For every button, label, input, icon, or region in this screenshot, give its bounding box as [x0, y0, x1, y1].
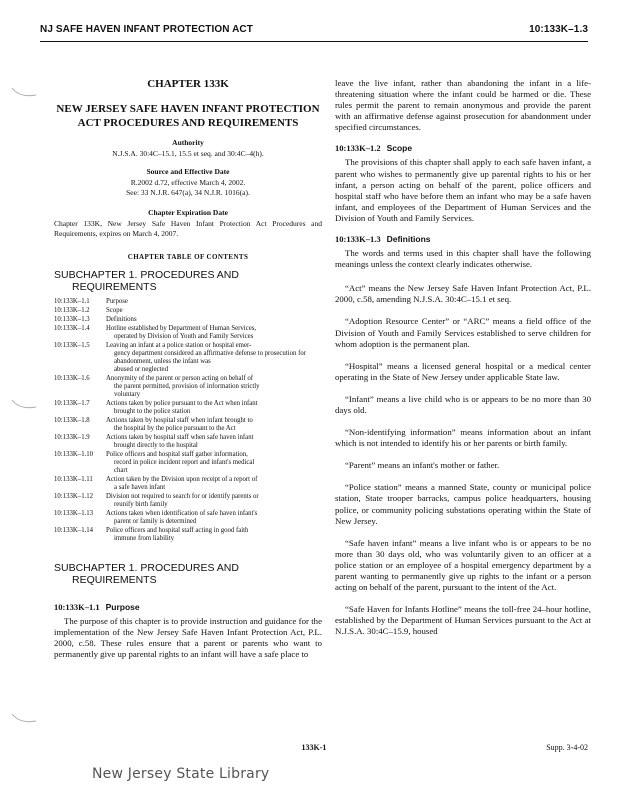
- expiration-heading: Chapter Expiration Date: [148, 208, 228, 217]
- definition-paragraph: “Non-identifying information” means information about an infant which is not intended to identify his or her parents or birth family.: [335, 427, 591, 449]
- toc-number: 10:133K–1.4: [54, 325, 90, 332]
- source-line: R.2002 d.72, effective March 4, 2002.: [130, 178, 246, 187]
- authority-heading: Authority: [172, 138, 204, 147]
- toc-title-cont: chart: [114, 467, 128, 474]
- toc-number: 10:133K–1.2: [54, 307, 90, 314]
- toc-row[interactable]: [54, 527, 322, 544]
- toc-heading: CHAPTER TABLE OF CONTENTS: [127, 253, 249, 261]
- toc-title-cont: reunify birth family: [114, 501, 168, 508]
- toc-subchapter-line: REQUIREMENTS: [72, 281, 157, 293]
- section-title: Purpose: [105, 602, 140, 612]
- section-heading-definitions: [335, 234, 591, 244]
- toc-number: 10:133K–1.14: [54, 527, 94, 534]
- toc-title-cont: operated by Division of Youth and Family Services: [114, 333, 254, 340]
- library-stamp: New Jersey State Library: [92, 766, 270, 782]
- toc-row[interactable]: [54, 307, 322, 316]
- toc-row[interactable]: [54, 316, 322, 325]
- section-heading-scope: [335, 143, 591, 153]
- toc-title-cont: brought directly to the hospital: [114, 442, 198, 449]
- toc-title-cont: record in police incident report and infant's medical: [114, 459, 255, 466]
- toc-number: 10:133K–1.13: [54, 510, 94, 517]
- toc-title: Police officers and hospital staff gather information,: [106, 451, 248, 458]
- toc-title-cont: immune from liability: [114, 535, 175, 542]
- toc-title: Purpose: [106, 298, 128, 305]
- toc-number: 10:133K–1.5: [54, 342, 90, 349]
- toc-number: 10:133K–1.9: [54, 434, 90, 441]
- toc-title: Leaving an infant at a police station or hospital emer-: [106, 342, 252, 349]
- scan-artifact-icon: [10, 398, 40, 412]
- toc-row[interactable]: [54, 510, 322, 527]
- purpose-text: The purpose of this chapter is to provide instruction and guidance for the implementation of the New Jersey Safe Haven Infant Protection Act, P.L. 2000, c.58. These rules ensure that a parent or parents who want to permanently give up parental rights to an infant will have a safe place to: [54, 616, 322, 660]
- header-rule: [40, 41, 588, 42]
- toc-row[interactable]: [54, 375, 322, 400]
- header-section-number: 10:133K–1.3: [529, 24, 588, 35]
- toc-title-cont: voluntary: [114, 391, 141, 398]
- toc-number: 10:133K–1.11: [54, 476, 93, 483]
- toc-number: 10:133K–1.7: [54, 400, 90, 407]
- definition-paragraph: “Hospital” means a licensed general hospital or a medical center operating in the State of New Jersey under applicable State law.: [335, 360, 591, 382]
- toc-title-cont: the hospital by the police pursuant to the Act: [114, 425, 236, 432]
- definition-paragraph: “Parent” means an infant's mother or father.: [345, 460, 500, 471]
- page-number: 133K-1: [301, 743, 327, 752]
- supplement-date: Supp. 3-4-02: [546, 743, 588, 752]
- toc-title: Police officers and hospital staff acting in good faith: [106, 527, 249, 534]
- toc-subchapter-line: SUBCHAPTER 1. PROCEDURES AND: [54, 269, 239, 281]
- section-number: 10:133K–1.3: [335, 234, 381, 245]
- toc-row[interactable]: [54, 298, 322, 307]
- toc-row[interactable]: [54, 493, 322, 510]
- definition-paragraph: “Safe Haven for Infants Hotline” means the toll-free 24–hour hotline, established by the Department of Human Services pursuant to the Act at N.J.S.A. 30:4C–15.9, housed: [335, 604, 591, 637]
- definition-paragraph: “Infant” means a live child who is or appears to be no more than 30 days old.: [335, 393, 591, 415]
- scan-artifact-icon: [10, 86, 40, 100]
- right-column: [335, 78, 591, 648]
- toc-title-cont: abused or neglected: [114, 366, 168, 373]
- toc-number: 10:133K–1.1: [54, 298, 90, 305]
- toc-title-cont: the parent permitted, provision of information strictly: [114, 383, 260, 390]
- toc-title-cont: parent or family is determined: [114, 518, 197, 525]
- toc-title: Action taken by the Division upon receipt of a report of: [106, 476, 258, 483]
- definition-paragraph: “Safe haven infant” means a live infant who is or appears to be no more than 30 days old, who was voluntarily given to an officer at a police station or an employee of a hospital emergency department by a parent wanting to permanently give up rights to the infant or a person acting on behalf of the parent, pursuant to the intent of the Act.: [335, 537, 591, 593]
- scan-artifact-icon: [10, 712, 40, 726]
- source-line: See: 33 N.J.R. 647(a), 34 N.J.R. 1016(a).: [126, 188, 250, 197]
- definition-paragraph: “Police station” means a manned State, county or municipal police station, State trooper barracks, campus police headquarters, housing police, or community policing substations operating within the State of New Jersey.: [335, 482, 591, 526]
- left-column: [54, 78, 322, 660]
- toc-row[interactable]: [54, 476, 322, 493]
- header-title: NJ SAFE HAVEN INFANT PROTECTION ACT: [40, 24, 253, 35]
- toc-number: 10:133K–1.12: [54, 493, 94, 500]
- subchapter-heading: [54, 562, 322, 586]
- toc-title-cont: a safe haven infant: [114, 484, 166, 491]
- source-heading: Source and Effective Date: [146, 167, 230, 176]
- source-text: [54, 178, 322, 198]
- toc-title: Anonymity of the parent or person acting on behalf of: [106, 375, 254, 382]
- chapter-title-line: NEW JERSEY SAFE HAVEN INFANT PROTECTION: [56, 103, 320, 115]
- toc-title: Actions taken when identification of safe haven infant's: [106, 510, 258, 517]
- toc-title: Actions taken by hospital staff when infant brought to: [106, 417, 253, 424]
- toc-title: Division not required to search for or identify parents or: [106, 493, 259, 500]
- section-title: Definitions: [386, 234, 431, 245]
- authority-text: N.J.S.A. 30:4C–15.1, 15.5 et seq. and 30:4C–4(h).: [112, 149, 264, 158]
- toc-title: Hotline established by Department of Human Services,: [106, 325, 257, 332]
- toc-row[interactable]: [54, 400, 322, 417]
- subchapter-line: SUBCHAPTER 1. PROCEDURES AND: [54, 562, 239, 574]
- running-header: [40, 24, 588, 35]
- toc-title-cont: gency department considered an affirmative defense to prosecution for abandonment, unless the infant was: [114, 350, 306, 365]
- toc-number: 10:133K–1.3: [54, 316, 90, 323]
- toc-title-cont: brought to the police station: [114, 408, 191, 415]
- toc-row[interactable]: [54, 325, 322, 342]
- toc-row[interactable]: [54, 434, 322, 451]
- toc-row[interactable]: [54, 342, 322, 375]
- toc-title: Actions taken by hospital staff when safe haven infant: [106, 434, 254, 441]
- definition-paragraph: “Adoption Resource Center” or “ARC” means a field office of the Division of Youth and Family Services established to serve children for whom adoption is the permanent plan.: [335, 316, 591, 349]
- toc-subchapter-heading: [54, 269, 322, 293]
- section-heading-purpose: [54, 602, 322, 612]
- toc-title: Scope: [106, 307, 123, 314]
- chapter-number: CHAPTER 133K: [147, 78, 229, 90]
- toc-number: 10:133K–1.6: [54, 375, 90, 382]
- toc-title: Actions taken by police pursuant to the Act when infant: [106, 400, 258, 407]
- subchapter-line: REQUIREMENTS: [72, 574, 157, 586]
- toc-number: 10:133K–1.8: [54, 417, 90, 424]
- toc-number: 10:133K–1.10: [54, 451, 94, 458]
- definition-paragraph: “Act” means the New Jersey Safe Haven Infant Protection Act, P.L. 2000, c.58, amending N.J.S.A. 30:4C–15.1 et seq.: [335, 283, 591, 305]
- section-title: Scope: [386, 143, 413, 154]
- section-number: 10:133K–1.2: [335, 143, 381, 154]
- toc-table: [54, 298, 322, 544]
- chapter-title: [54, 102, 322, 130]
- purpose-text-continued: leave the live infant, rather than abandoning the infant in a life-threatening situation where the infant could be harmed or die. These rules permit the parent to remain anonymous and provide the parent with an affirmative defense against prosecution for abandonment under specified circumstances.: [335, 78, 591, 133]
- expiration-text: Chapter 133K, New Jersey Safe Haven Infant Protection Act Procedures and Requirements, expires on March 4, 2007.: [54, 219, 322, 238]
- toc-row[interactable]: [54, 417, 322, 434]
- toc-row[interactable]: [54, 451, 322, 476]
- scope-text: The provisions of this chapter shall apply to each safe haven infant, a parent who wishes to permanently give up parental rights to his or her infant, a person acting on behalf of the parent, police officers and hospital staff who have before them an infant who may be a safe haven infant, and employees of the Department of Human Services and the Division of Youth and Family Services.: [335, 157, 591, 223]
- chapter-title-line: ACT PROCEDURES AND REQUIREMENTS: [77, 117, 299, 129]
- definitions-intro: The words and terms used in this chapter shall have the following meanings unless the context clearly indicates otherwise.: [335, 248, 591, 270]
- section-number: 10:133K–1.1: [54, 602, 100, 612]
- toc-title: Definitions: [106, 316, 137, 323]
